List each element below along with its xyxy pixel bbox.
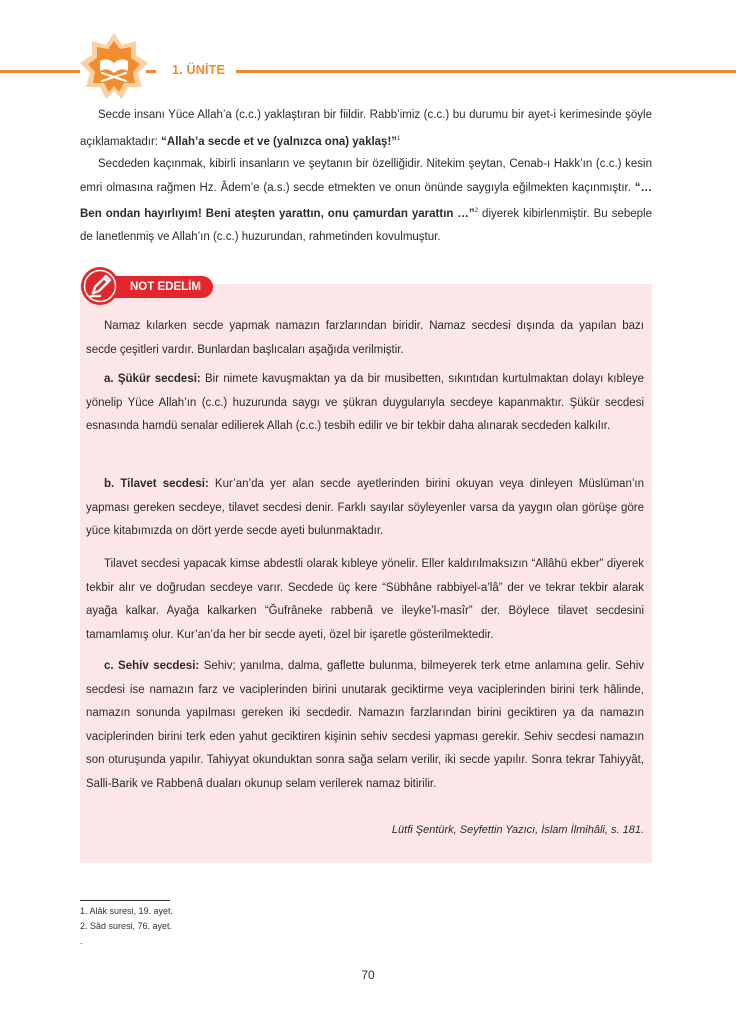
footnote-ref: 2 [474,208,479,214]
note-intro-paragraph: Namaz kılarken secde yapmak namazın farzlarından biridir. Namaz secdesi dışında da yapılan bazı secde çeşitleri vardır. Bunlardan başlıcaları aşağıda verilmiştir. [86,320,644,356]
header-rule-left [0,70,80,73]
source-citation: Lütfi Şentürk, Seyfettin Yazıcı, İslam İlmihâli, s. 181. [391,824,644,836]
tilavet-paragraph-2: Tilavet secdesi yapacak kimse abdestli olarak kıbleye yönelir. Eller kaldırılmaksızın “Allâhü ekber” diyerek tekbir alır ve doğrudan secdeye varır. Secdede üç kere “Sübhâne rabbiyel-a’lâ” der ve tekrar tekbir alarak ayağa kalkar. Ayağa kalkarken “Ğufrâneke rabbenâ ve ileyke’l-masîr” der. Böylece tilavet secdesini tamamlamış olur. Kur’an’da her bir secde ayeti, özel bir işaretle gösterilmektedir. [86,558,644,641]
footnote-1: 1. Alâk suresi, 19. ayet. [80,906,174,916]
intro-paragraph-1 [80,104,652,154]
tilavet-text: Kur’an’da yer alan secde ayetlerinden birini okuyan veya dinleyen Müslüman’ın yapması gereken secdeye, tilavet secdesi denir. Farklı sayılar söyleyenler varsa da yaygın olan görüşe göre yüce kitabımızda on dört yerde secde ayeti bulunmaktadır. [86,478,644,537]
unit-title: 1. ÜNİTE [172,63,225,77]
sukur-paragraph [86,368,644,439]
footnote-3: . [80,936,83,946]
intro-text: Secde insanı Yüce Allah’a (c.c.) yaklaştıran bir fiildir. Rabb’imiz (c.c.) bu durumu bir ayet-i kerimesinde şöyle açıklamaktadır: [80,109,652,148]
sukur-title: a. Şükür secdesi: [104,373,201,385]
note-label: NOT EDELİM [114,276,213,298]
intro-text-continued: diyerek kibirlenmiştir. Bu sebeple de lanetlenmiş ve Allah’ın (c.c.) huzurundan, rahmetinden kovulmuştur. [80,207,652,244]
intro-paragraph-2 [80,153,652,250]
page-number: 70 [361,968,375,982]
sehiv-text: Sehiv; yanılma, dalma, gaflette bulunma, bilmeyerek terk etme anlamına gelir. Sehiv secdesi ise namazın farz ve vaciplerinden birini unutarak geciktirme veya vaciplerinden birini terk hâlinde, namazın sonunda yapılması gereken iki secdedir. Namazın farzlarından birini geciktiren ya da namazın vaciplerinden birini terk eden yahut geciktiren kişinin sehiv secdesi yapması gerekir. Sehiv secdesi namazın son oturuşunda yapılır. Tahiyyat okunduktan sonra sağa selam verilir, iki secde yapılır. Sonra tekrar Tahiyyât, Salli-Barik ve Rabbenâ duaları okunup selam verilerek namaz bitirilir. [86,660,644,790]
intro-quote: “Allah’a secde et ve (yalnızca ona) yaklaş!” [161,135,398,148]
footnote-divider [80,900,170,901]
footnote-ref: 1 [397,135,401,142]
pencil-icon [80,266,120,306]
sehiv-paragraph [86,655,644,796]
header-rule-right [236,70,736,73]
intro-quote: “…Ben ondan hayırlıyım! Beni ateşten yarattın, onu çamurdan yarattın …” [80,181,652,220]
sukur-text: Bir nimete kavuşmaktan ya da bir musibetten, sıkıntıdan kurtulmaktan dolayı kıbleye yönelip Yüce Allah’ın (c.c.) huzurunda saygı ve şükran duygularıyla secdeye kapanmaktır. Şükür secdesi esnasında hamdü senalar edilierek Allah (c.c.) tesbih edilir ve bir tekbir daha alınarak secdeden kalkılır. [86,373,644,432]
sehiv-title: c. Sehiv secdesi: [104,660,200,672]
footnote-2: 2. Sâd suresi, 76. ayet. [80,921,173,931]
tilavet-paragraph [86,473,644,544]
header-rule-dash [146,70,156,73]
intro-text: Secdeden kaçınmak, kibirli insanların ve şeytanın bir özelliğidir. Nitekim şeytan, Cenab-ı Hakk’ın (c.c.) kesin emri olmasına rağmen Hz. Âdem’e (a.s.) secde etmekten ve onun önünde saygıyla eğilmekten kaçınmıştır. [80,158,652,194]
unit-badge [78,31,150,103]
tilavet-title: b. Tilavet secdesi: [104,478,209,490]
